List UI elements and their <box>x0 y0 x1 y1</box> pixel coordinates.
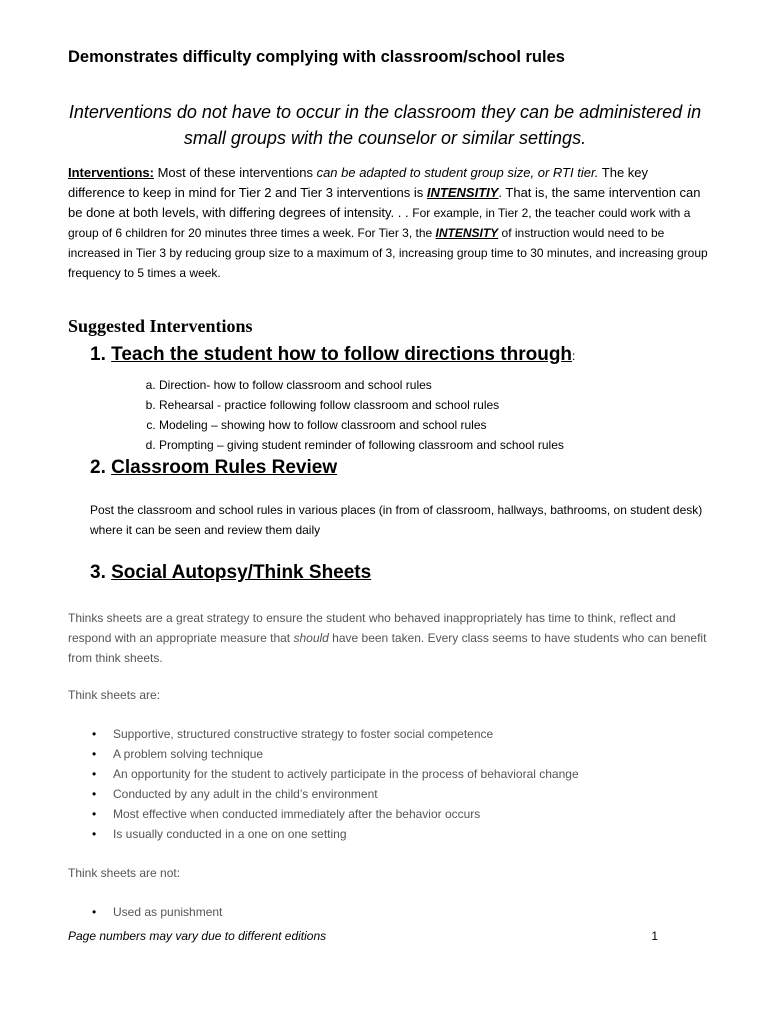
section-2-heading <box>90 457 337 479</box>
list-item <box>92 744 579 764</box>
think-sheets-not-list <box>90 902 222 922</box>
list-item: b. Rehearsal - practice following follow classroom and school rules <box>159 395 564 415</box>
section-title: Teach the student how to follow directions through <box>111 344 573 365</box>
list-item <box>92 784 579 804</box>
page-footer <box>68 926 658 946</box>
intro-text-italic: can be adapted to student group size, or RTI tier. <box>316 165 599 180</box>
intro-paragraph <box>68 163 708 283</box>
section-1-heading <box>90 344 575 366</box>
section-number: 1. <box>90 344 112 365</box>
suggested-heading: Suggested Interventions <box>68 316 253 336</box>
list-item-text: A problem solving technique <box>113 747 264 761</box>
list-item: d. Prompting – giving student reminder of following classroom and school rules <box>159 435 564 455</box>
list-item-text: Is usually conducted in a one on one setting <box>113 827 347 841</box>
section-title: Social Autopsy/Think Sheets <box>111 562 372 583</box>
list-item <box>92 804 579 824</box>
bullet-icon: • <box>92 727 97 741</box>
list-item-text: An opportunity for the student to actively participate in the process of behavioral change <box>113 767 579 781</box>
section-3-heading <box>90 562 371 584</box>
subtitle: Interventions do not have to occur in the classroom they can be administered in small groups with the counselor or similar settings. <box>68 102 702 148</box>
think-sheets-are-label: Think sheets are: <box>68 688 161 702</box>
section-colon: : <box>572 349 576 363</box>
bullet-icon: • <box>92 747 97 761</box>
list-item <box>92 824 579 844</box>
intro-text-small: of instruction would need to be increased in Tier 3 by reducing group size to a maximum of 3, increasing group time to 30 minutes, and increasing group frequency to 5 times a week. <box>68 226 708 280</box>
list-item <box>92 764 579 784</box>
intro-text: Most of these interventions <box>153 165 317 180</box>
section-2-body: Post the classroom and school rules in various places (in from of classroom, hallways, bathrooms, on student desk) where it can be seen and review them daily <box>90 503 703 537</box>
section-number: 3. <box>90 562 112 583</box>
paragraph-text: have been taken. Every class seems to have students who can benefit from think sheets. <box>68 631 707 665</box>
intro-emphasis: INTENSITIY <box>426 185 499 200</box>
think-sheets-not-label: Think sheets are not: <box>68 866 181 880</box>
page-number: 1 <box>651 929 658 943</box>
document-title: Demonstrates difficulty complying with classroom/school rules <box>68 48 565 66</box>
bullet-icon: • <box>92 827 97 841</box>
list-item-text: Most effective when conducted immediately after the behavior occurs <box>113 807 481 821</box>
list-item <box>92 724 579 744</box>
section-number: 2. <box>90 457 112 478</box>
section-3-paragraph <box>68 608 708 668</box>
list-item: a. Direction- how to follow classroom and school rules <box>159 375 564 395</box>
bullet-icon: • <box>92 807 97 821</box>
paragraph-text: Thinks sheets are a great strategy to ensure the student who behaved inappropriately has time to think, reflect and respond with an appropriate measure that <box>68 611 676 645</box>
think-sheets-are-list <box>90 724 579 844</box>
list-item: c. Modeling – showing how to follow classroom and school rules <box>159 415 564 435</box>
list-item-text: Supportive, structured constructive strategy to foster social competence <box>113 727 494 741</box>
intro-text: . That is, the same intervention can be done at both levels, with differing degrees of intensity. . . <box>68 185 701 220</box>
bullet-icon: • <box>92 787 97 801</box>
list-item-text: Used as punishment <box>113 905 223 919</box>
section-title: Classroom Rules Review <box>111 457 338 478</box>
list-item <box>92 902 223 922</box>
intro-text-small: For example, in Tier 2, the teacher could work with a group of 6 children for 20 minutes three times a week. For Tier 3, the <box>68 206 691 240</box>
intro-emphasis: INTENSITY <box>435 226 499 240</box>
footer-note: Page numbers may vary due to different editions <box>68 929 327 943</box>
section-1-list <box>113 375 564 455</box>
intro-text: The key difference to keep in mind for Tier 2 and Tier 3 interventions is <box>68 165 649 200</box>
intro-label: Interventions: <box>68 165 154 180</box>
list-item-text: Conducted by any adult in the child’s environment <box>113 787 378 801</box>
bullet-icon: • <box>92 767 97 781</box>
paragraph-emphasis: should <box>293 631 329 645</box>
bullet-icon: • <box>92 905 97 919</box>
